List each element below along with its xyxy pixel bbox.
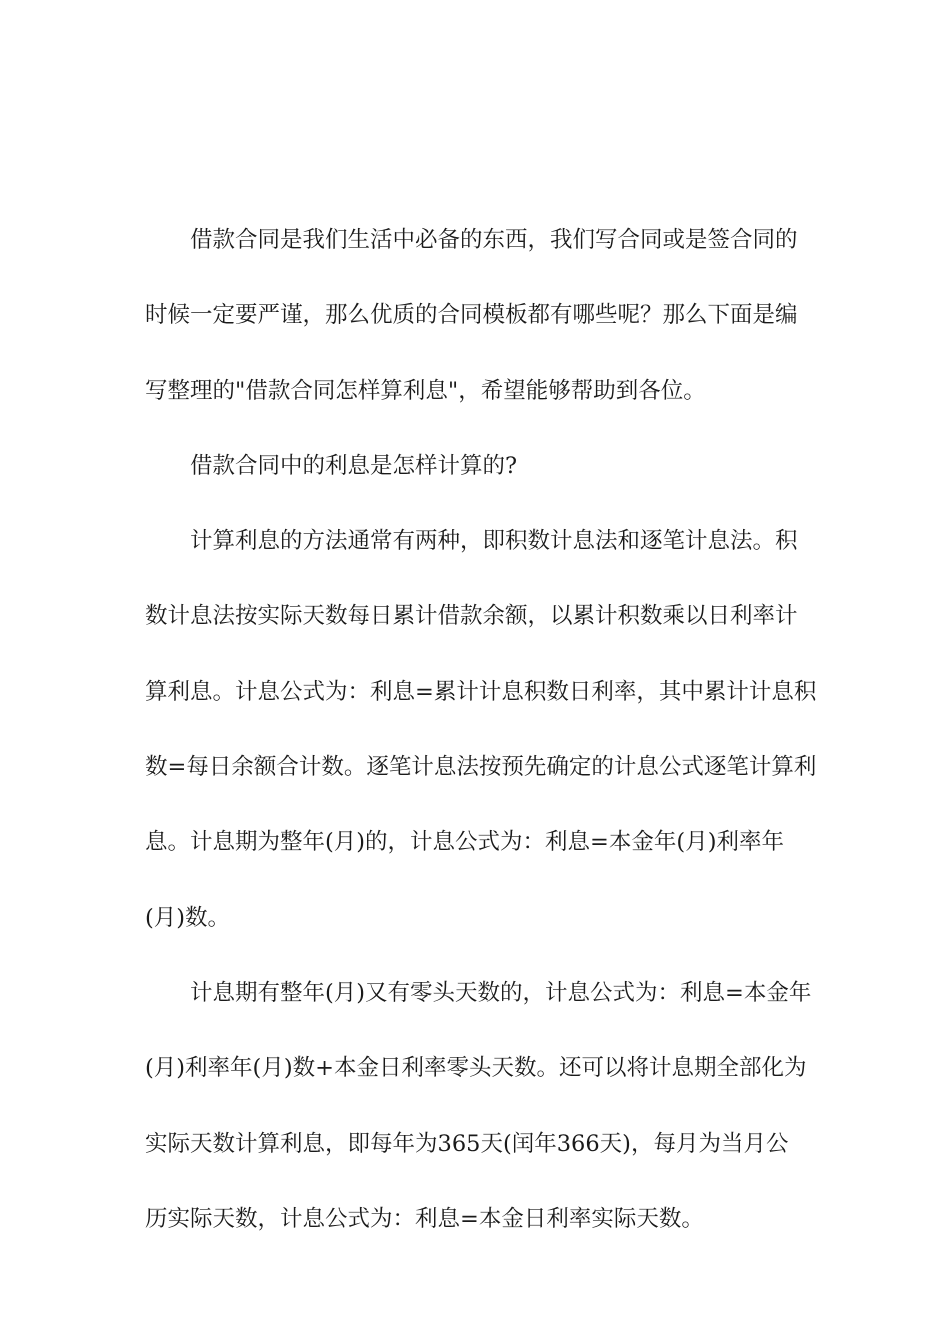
text-line: 借款合同中的利息是怎样计算的?: [190, 452, 518, 479]
text-line: 算利息。计息公式为：利息=累计计息积数日利率，其中累计计息积: [145, 678, 817, 705]
text-line: 历实际天数，计息公式为：利息=本金日利率实际天数。: [145, 1205, 704, 1232]
text-line: 计息期有整年(月)又有零头天数的，计息公式为：利息=本金年: [190, 979, 812, 1006]
paragraph-methods: [145, 504, 817, 956]
text-line: 数计息法按实际天数每日累计借款余额，以累计积数乘以日利率计: [145, 603, 798, 630]
paragraph-partial-period: [145, 956, 810, 1257]
text-line: 数=每日余额合计数。逐笔计息法按预先确定的计息公式逐笔计算利: [145, 754, 817, 781]
text-line: 息。计息期为整年(月)的，计息公式为：利息=本金年(月)利率年: [145, 829, 784, 856]
text-line: (月)利率年(月)数+本金日利率零头天数。还可以将计息期全部化为: [145, 1055, 807, 1082]
paragraph-question: [145, 429, 810, 504]
paragraph-intro: [145, 203, 810, 429]
text-line: 时候一定要严谨，那么优质的合同模板都有哪些呢？那么下面是编: [145, 302, 798, 329]
text-line: (月)数。: [145, 904, 231, 931]
document-body: [145, 203, 817, 1257]
text-line: 借款合同是我们生活中必备的东西，我们写合同或是签合同的: [190, 227, 798, 253]
text-line: 实际天数计算利息，即每年为365天(闰年366天)，每月为当月公: [145, 1130, 789, 1157]
text-line: 计算利息的方法通常有两种，即积数计息法和逐笔计息法。积: [190, 528, 798, 555]
text-line: 写整理的"借款合同怎样算利息"，希望能够帮助到各位。: [145, 377, 706, 404]
